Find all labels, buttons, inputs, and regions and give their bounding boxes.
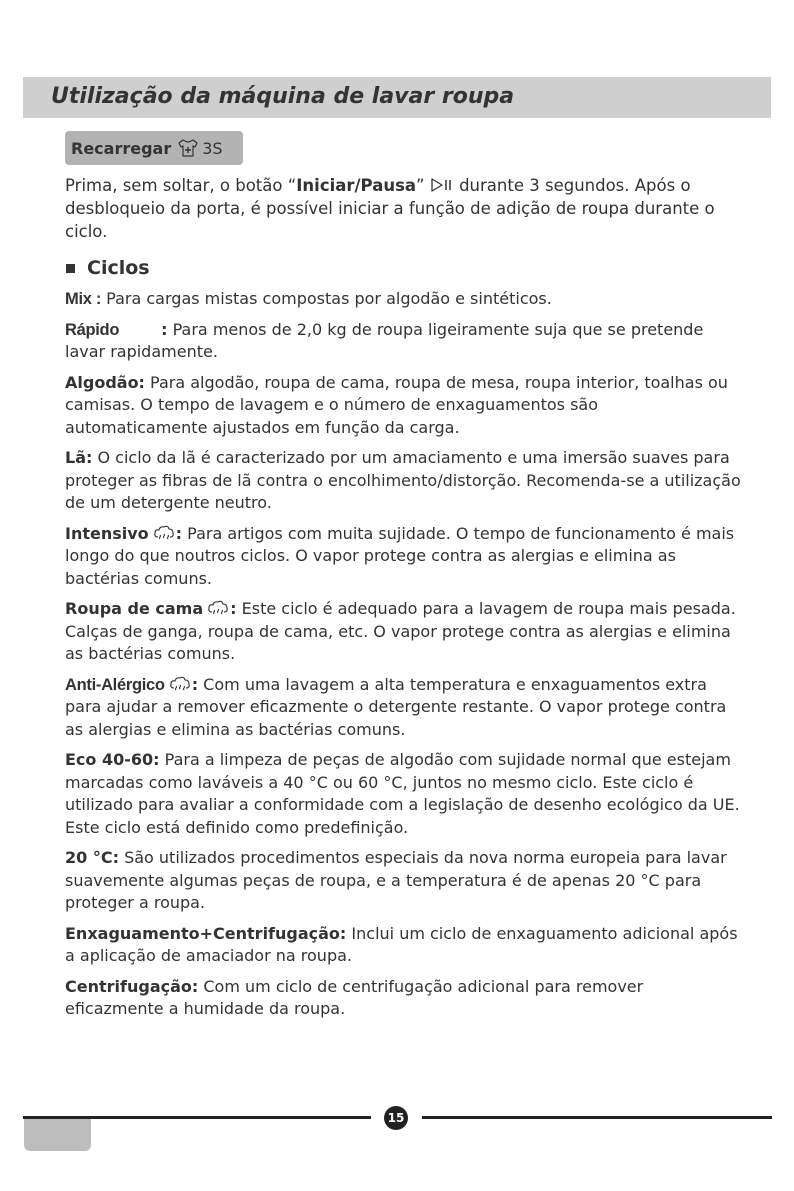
cycle-colon: : — [230, 599, 237, 618]
cycle-20c — [65, 847, 745, 915]
cycle-name: Lã: — [65, 448, 93, 467]
cycle-extra-note: Este ciclo está definido como predefinição. — [65, 817, 409, 837]
intro-text-mid: ” — [416, 176, 430, 195]
cycle-name: Centrifugação: — [65, 976, 199, 996]
steam-icon — [153, 524, 175, 542]
shirt-plus-icon — [177, 138, 199, 158]
cycle-description: Com uma lavagem a alta temperatura e enxaguamentos extra para ajudar a remover eficazmente o detergente restante. O vapor protege contra as alergias e elimina as bactérias comuns. — [65, 674, 727, 739]
cycle-name: Eco 40-60: — [65, 750, 160, 769]
cycle-description: O ciclo da lã é caracterizado por um amaciamento e uma imersão suaves para proteger as fibras de lã contra o encolhimento/distorção. Recomenda-se a utilização de um detergente neutro. — [65, 448, 741, 512]
cycle-description: São utilizados procedimentos especiais da nova norma europeia para lavar suavemente algumas peças de roupa, e a temperatura é de apenas 20 °C para proteger a roupa. — [65, 848, 727, 912]
start-pause-label: Iniciar/Pausa — [296, 176, 417, 195]
intro-text-pre: Prima, sem soltar, o botão “ — [65, 176, 297, 195]
steam-icon — [169, 675, 191, 693]
cycle-centrifugacao — [65, 976, 745, 1021]
cycle-description: Para cargas mistas compostas por algodão e sintéticos. — [101, 289, 552, 308]
cycle-description: Inclui um ciclo de enxaguamento adicional após a aplicação de amaciador na roupa. — [65, 923, 738, 965]
cycle-eco-40-60 — [65, 749, 745, 839]
cycle-rapido — [65, 319, 745, 364]
footer-divider-right — [422, 1116, 772, 1119]
cycle-colon: : — [175, 523, 183, 543]
cycle-colon: : — [161, 319, 168, 339]
cycle-colon: : — [191, 674, 199, 694]
recharge-badge — [65, 131, 243, 165]
square-bullet-icon — [66, 264, 75, 273]
page-header — [23, 77, 771, 118]
steam-icon — [207, 599, 229, 617]
cycle-description: Para menos de 2,0 kg de roupa ligeiramente suja que se pretende lavar rapidamente. — [65, 319, 704, 361]
footer-tab — [24, 1119, 91, 1151]
cycle-mix — [65, 288, 745, 311]
cycle-description: Para algodão, roupa de cama, roupa de mesa, roupa interior, toalhas ou camisas. O tempo de lavagem e o número de enxaguamentos são automaticamente ajustados em função da carga. — [65, 372, 728, 437]
cycle-roupa-de-cama — [65, 598, 745, 666]
play-pause-icon — [430, 178, 454, 192]
cycle-description: Para artigos com muita sujidade. O tempo de funcionamento é mais longo do que noutros ciclos. O vapor protege contra as alergias e elimina as bactérias comuns. — [65, 523, 735, 588]
intro-text-post: durante 3 segundos. Após o desbloqueio da porta, é possível iniciar a função de adição de roupa durante o ciclo. — [65, 176, 715, 241]
section-heading-text: Ciclos — [87, 257, 150, 279]
cycle-list — [65, 288, 745, 1029]
cycle-la — [65, 447, 745, 515]
cycle-intensivo — [65, 523, 745, 591]
cycle-name: Rápido — [65, 320, 120, 339]
cycle-enxaguamento-centrifugacao — [65, 923, 745, 968]
cycle-name: Roupa de cama — [65, 599, 204, 618]
cycle-algodao — [65, 372, 745, 440]
cycle-name: Mix : — [65, 290, 102, 308]
cycle-name: Algodão: — [65, 372, 145, 392]
cycle-name: Enxaguamento+Centrifugação: — [65, 923, 347, 943]
page-number: 15 — [384, 1106, 408, 1130]
recharge-label: Recarregar — [71, 138, 172, 158]
cycle-description: Este ciclo é adequado para a lavagem de roupa mais pesada. Calças de ganga, roupa de cama, etc. O vapor protege contra as alergias e elimina as bactérias comuns. — [65, 599, 736, 663]
cycle-name: Anti-Alérgico — [65, 675, 165, 694]
recharge-time: 3S — [202, 138, 223, 158]
intro-paragraph — [65, 174, 745, 243]
cycle-anti-alergico — [65, 674, 745, 742]
section-heading — [66, 257, 150, 279]
cycle-description: Para a limpeza de peças de algodão com sujidade normal que estejam marcadas como laváveis a 40 °C ou 60 °C, juntos no mesmo ciclo. Este ciclo é utilizado para avaliar a conformidade com a legislação de desenho ecológico da UE. — [65, 750, 740, 814]
cycle-name: 20 °C: — [65, 848, 119, 867]
cycle-name: Intensivo — [65, 523, 149, 543]
page-title: Utilização da máquina de lavar roupa — [51, 84, 515, 109]
cycle-description: Com um ciclo de centrifugação adicional para remover eficazmente a humidade da roupa. — [65, 976, 644, 1018]
